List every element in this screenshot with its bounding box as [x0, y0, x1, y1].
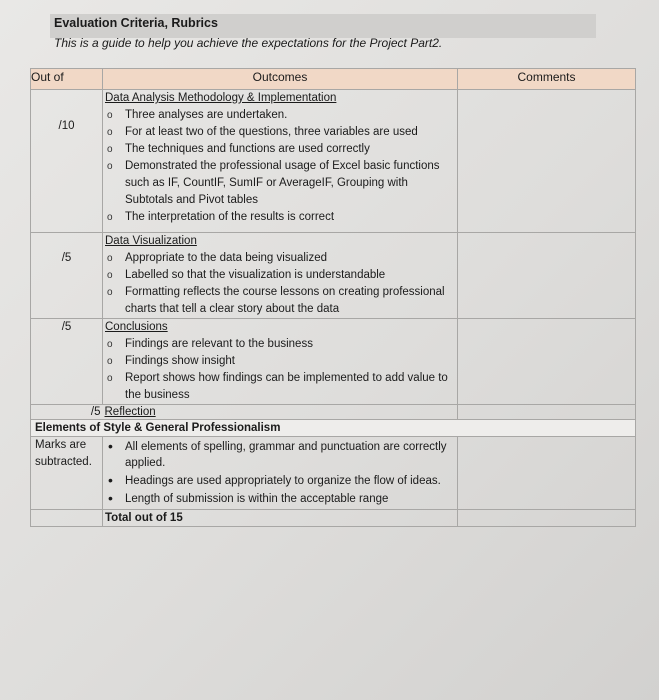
header-comments: Comments [458, 69, 636, 90]
list-item: • Length of submission is within the acceptable range [103, 491, 457, 507]
score-value: /10 [58, 120, 75, 132]
table-row [31, 420, 636, 437]
header-outcomes: Outcomes [103, 69, 458, 90]
header-out-of: Out of [31, 69, 103, 90]
score-value: /5 [61, 252, 72, 264]
section-title: Data Visualization [105, 235, 197, 247]
score-cell [31, 319, 103, 405]
list-item: o Labelled so that the visualization is understandable [103, 267, 457, 284]
list-item: • All elements of spelling, grammar and punctuation are correctly applied. [103, 439, 457, 471]
outcomes-cell [103, 437, 458, 510]
outcome-list [103, 107, 457, 226]
list-item: o Report shows how findings can be implemented to add value to the business [103, 370, 457, 404]
list-item: o Appropriate to the data being visualized [103, 250, 457, 267]
list-item: o Demonstrated the professional usage of Excel basic functions such as IF, CountIF, SumIF or AverageIF, Grouping with Subtotals and Pivot tables [103, 158, 457, 209]
comments-cell[interactable] [458, 319, 636, 405]
list-item: o Formatting reflects the course lessons on creating professional charts that tell a clear story about the data [103, 284, 457, 318]
list-item: o Findings are relevant to the business [103, 336, 457, 353]
list-item: o Three analyses are undertaken. [103, 107, 457, 124]
total-label: Total out of 15 [103, 510, 458, 527]
list-item: o Findings show insight [103, 353, 457, 370]
list-item: o The techniques and functions are used correctly [103, 141, 457, 158]
table-row [31, 510, 636, 527]
page-title: Evaluation Criteria, Rubrics [54, 16, 218, 30]
style-heading: Elements of Style & General Professionalism [31, 420, 636, 437]
outcome-list [103, 336, 457, 404]
list-item: • Headings are used appropriately to organize the flow of ideas. [103, 473, 457, 489]
list-item: o For at least two of the questions, three variables are used [103, 124, 457, 141]
outcome-list [103, 250, 457, 318]
marks-cell: Marks are subtracted. [31, 437, 103, 510]
comments-cell[interactable] [458, 90, 636, 233]
outcomes-cell [103, 319, 458, 405]
list-item: o The interpretation of the results is correct [103, 209, 457, 226]
rubric-table [30, 68, 636, 527]
table-row [31, 319, 636, 405]
outcomes-cell [103, 233, 458, 319]
table-row [31, 90, 636, 233]
section-title: Conclusions [105, 321, 168, 333]
page-subtitle: This is a guide to help you achieve the expectations for the Project Part2. [54, 36, 443, 50]
comments-cell[interactable] [458, 510, 636, 527]
comments-cell[interactable] [458, 437, 636, 510]
table-header-row [31, 69, 636, 90]
section-title: Reflection [104, 406, 156, 418]
score-cell [31, 233, 103, 319]
score-cell [31, 90, 103, 233]
table-row [31, 405, 636, 420]
comments-cell[interactable] [458, 233, 636, 319]
table-row [31, 437, 636, 510]
outcomes-cell [103, 405, 458, 420]
score-value: /5 [90, 406, 101, 418]
score-value: /5 [61, 321, 72, 333]
style-list [103, 439, 457, 507]
comments-cell[interactable] [458, 405, 636, 420]
score-cell [31, 405, 103, 420]
empty-cell [31, 510, 103, 527]
table-row [31, 233, 636, 319]
section-title: Data Analysis Methodology & Implementation [105, 92, 337, 104]
outcomes-cell [103, 90, 458, 233]
